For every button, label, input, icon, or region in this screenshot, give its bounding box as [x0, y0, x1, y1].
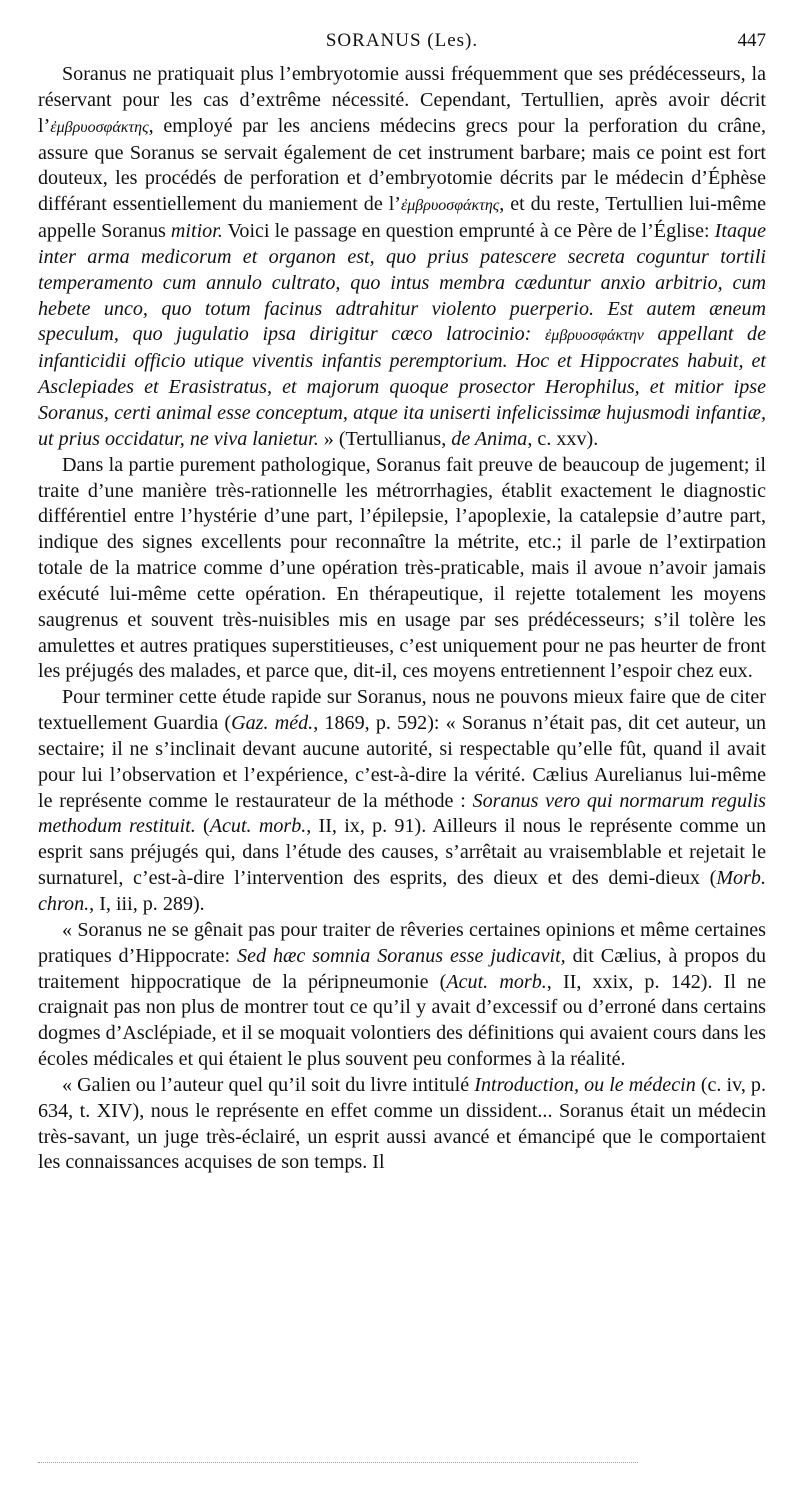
document-page [38, 30, 766, 1176]
body-text [38, 62, 766, 1176]
italic-run: Introduction, ou le médecin [474, 1073, 696, 1096]
text-run: ( [195, 815, 210, 838]
running-header [38, 30, 766, 56]
text-run: Dans la partie purement pathologique, Soranus fait preuve de beaucoup de jugement; il traite d’une manière très-rationnelle les métrorrhagies, établit exactement le diagnostic différentiel entre l’hystérie d’une part, l’épilepsie, l’apoplexie, la catalepsie d’autre part, indique des signes excellents pour reconnaître la métrite, etc.; il parle de l’extirpation totale de la matrice comme d’une opération très-praticable, mais il avoue n’avoir jamais exécuté lui-même cette opération. En thérapeutique, il rejette totalement les moyens saugrenus et souvent très-nuisibles mis en usage par ses prédécesseurs; s’il tolère les amulettes et autres pratiques superstitieuses, c’est uniquement pour ne pas heurter de front les préjugés des malades, et parce que, dit-il, ces moyens entretiennent l’espoir chez eux. [38, 453, 766, 683]
latin-quotation: appellant de infanticidii officio utique viventis infantis peremptorium. Hoc et Hippocrates habuit, et Asclepiades et Erasistratus, et majorum quoque prosector Herophilus, et mitior ipse Soranus, certi animal esse conceptum, atque ita uniserti infelicissimæ hujusmodi infantiæ, ut prius occidatur, ne viva lanietur. [38, 323, 766, 450]
text-run: , 1869, p. 592): « Soranus n’était pas, dit cet auteur, un sectaire; il ne s’inclinait devant aucune autorité, si respectable qu’elle fût, quand il avait pour lui l’observation et l’expérience, c’est-à-dire la vérité. Cælius Aurelianus lui-même le représente comme le restaurateur de la méthode : [38, 712, 766, 812]
paragraph-hippocrates [38, 918, 766, 1073]
text-run: dit Cælius, à propos du traitement hippocratique de la péripneumonie ( [38, 944, 766, 993]
italic-run: mitior. [170, 220, 223, 243]
text-run: , et du reste, Tertullien lui-même appelle Soranus [38, 193, 766, 243]
italic-run: de Anima [451, 427, 528, 450]
latin-quotation: Itaque inter arma medicorum et organon est, quo prius patescere secreta coguntur tortili temperamento cum annulo cultrato, quo intus membra cæduntur anxio arbitrio, cum hebete unco, quo totum facinus adtrahitur violento puerperio. Est autem æneum speculum, quo jugulatio ipsa dirigitur cæco latrocinio: [38, 220, 767, 346]
text-run: , II, ix, p. 91). Ailleurs il nous le représente comme un esprit sans préjugés qui, dans l’étude des causes, s’arrêtait au vraisemblable et rejetait le surnaturel, c’est-à-dire l’intervention des esprits, des dieux et des demi-dieux ( [38, 815, 767, 890]
paragraph-pathology [38, 453, 766, 686]
text-run: , employé par les anciens médecins grecs pour la perforation du crâne, assure que Soranus se servait également de cet instrument barbare; mais ce point est fort douteux, les procédés de perforation et d’embryotomie décrits par le médecin d’Éphèse différant essentiellement du maniement de l’ [38, 114, 766, 216]
text-run: Soranus ne pratiquait plus l’embryotomie aussi fréquemment que ses prédécesseurs, la réservant pour les cas d’extrême nécessité. Cependant, Tertullien, après avoir décrit l’ [38, 63, 766, 137]
greek-term: ἐμβρυοσφάκτην [544, 327, 644, 345]
italic-run: Acut. morb. [209, 815, 307, 838]
text-run: , I, iii, p. 289). [89, 893, 205, 915]
footer-rule [38, 1462, 638, 1463]
paragraph-galien [38, 1073, 766, 1176]
text-run: « Soranus ne se gênait pas pour traiter de rêveries certaines opinions et même certaines pratiques d’Hippocrate: [38, 918, 766, 967]
text-run: (c. iv, p. 634, t. XIV), nous le représente en effet comme un dissident... Soranus était un médecin très-savant, un juge très-éclairé, un esprit aussi avancé et émancipé que le comportaient les connaissances acquises de son temps. Il [38, 1073, 766, 1174]
latin-quotation: Sed hæc somnia Soranus esse judicavit, [237, 944, 566, 967]
page-number: 447 [737, 30, 766, 51]
italic-run: Gaz. méd. [231, 712, 314, 735]
text-run: , c. xxv). [527, 427, 599, 450]
greek-term: ἐμβρυοσφάκτης [50, 118, 149, 136]
text-run: Pour terminer cette étude rapide sur Soranus, nous ne pouvons mieux faire que de citer textuellement Guardia ( [38, 686, 766, 735]
text-run: Voici le passage en question emprunté à ce Père de l’Église: [222, 220, 715, 243]
italic-run: Acut. morb. [446, 970, 547, 993]
latin-quotation: Soranus vero qui normarum regulis methodum restituit. [38, 789, 766, 838]
text-run: « Galien ou l’auteur quel qu’il soit du livre intitulé [62, 1073, 475, 1096]
greek-term: ἐμβρυοσφάκτης [400, 197, 500, 215]
text-run: , II, xxix, p. 142). Il ne craignait pas non plus de montrer tout ce qu’il y avait d’excessif ou d’erroné dans certains dogmes d’Asclépiade, et il se moquait volontiers des définitions qui avaient cours dans les écoles médicales et qui étaient le plus souvent peu conformes à la réalité. [38, 970, 767, 1071]
paragraph-guardia [38, 685, 766, 918]
running-title: SORANUS (Les). [325, 30, 479, 51]
italic-run: Morb. chron. [38, 867, 766, 915]
paragraph-embryotomy [38, 62, 766, 453]
text-run: » (Tertullianus, [318, 427, 452, 450]
